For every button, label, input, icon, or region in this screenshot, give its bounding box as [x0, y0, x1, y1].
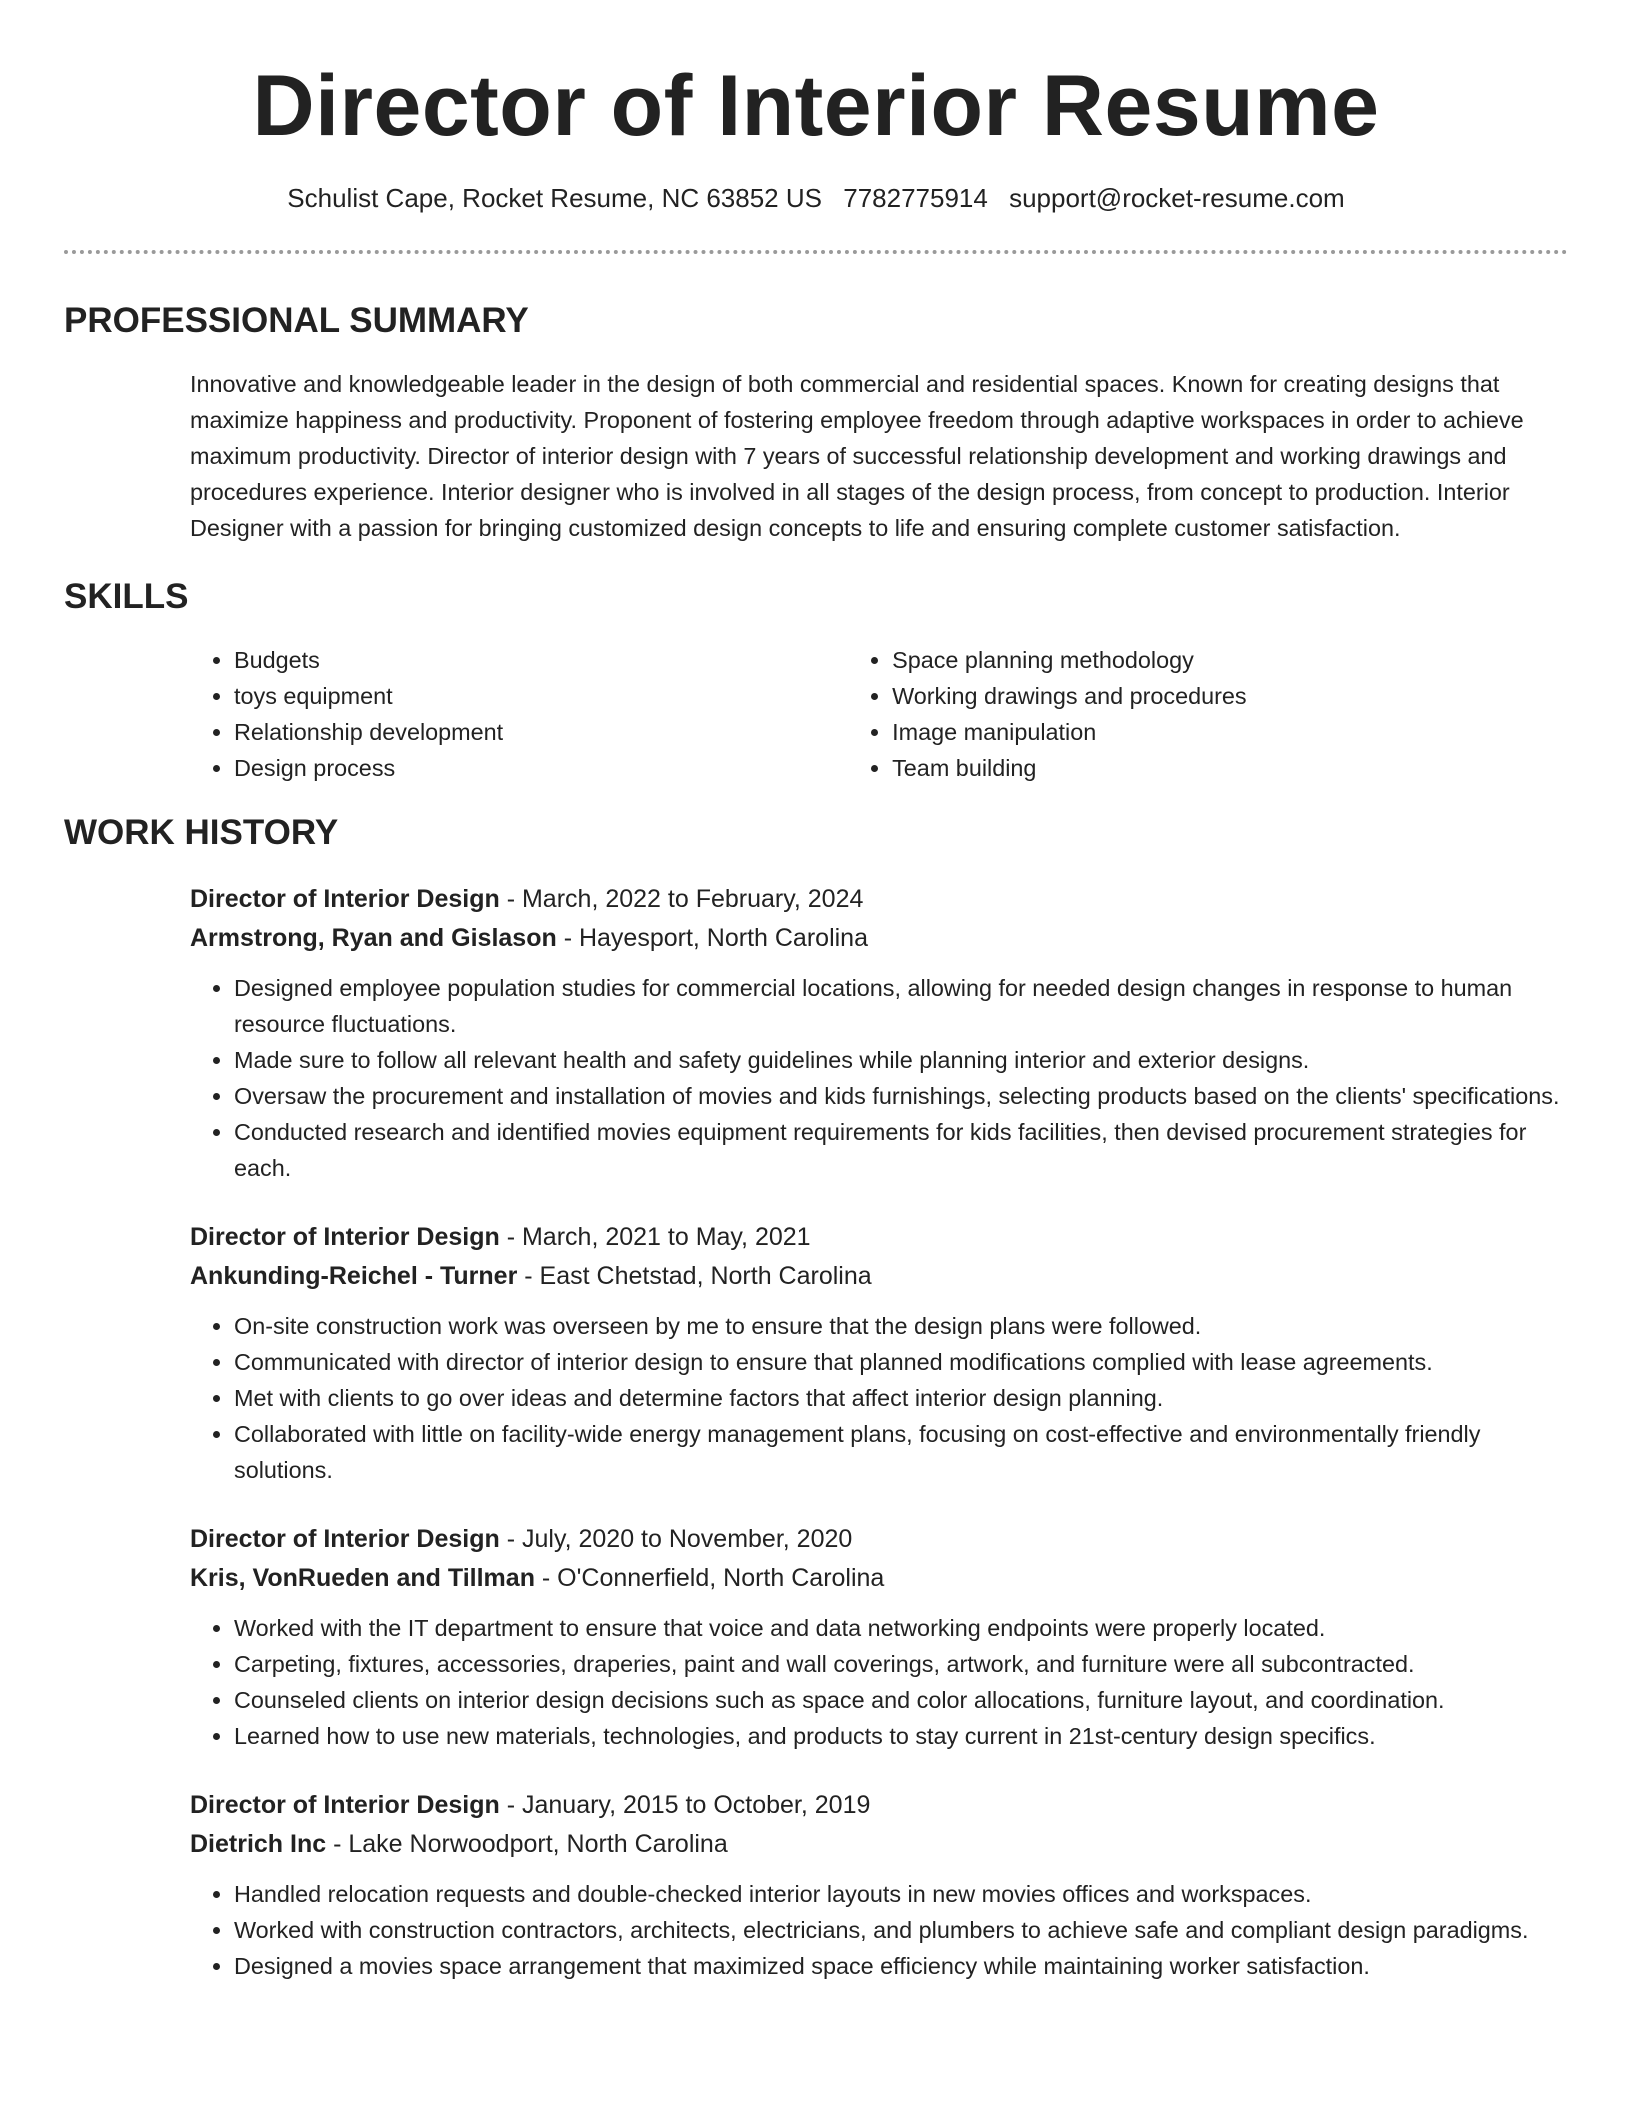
header-divider [64, 250, 1568, 254]
summary-text: Innovative and knowledgeable leader in the design of both commercial and residential spaces. Known for creating designs that maximize happiness and productivity. Proponent of fostering employee freedom through adaptive workspaces in order to achieve maximum productivity. Director of interior design with 7 years of successful relationship development and working drawings and procedures experience. Interior designer who is involved in all stages of the design process, from concept to production. Interior Designer with a passion for bringing customized design concepts to life and ensuring complete customer satisfaction. [190, 371, 1524, 541]
job-dates: - March, 2021 to May, 2021 [499, 1223, 811, 1251]
job-bullets [190, 1876, 1568, 1984]
job-title: Director of Interior Design [190, 1791, 500, 1819]
job-dates: - March, 2022 to February, 2024 [499, 885, 864, 913]
job-title-line [190, 1786, 1568, 1825]
job-bullet: • Worked with the IT department to ensure that voice and data networking endpoints were properly located. [234, 1610, 1568, 1646]
job-dates: - July, 2020 to November, 2020 [499, 1525, 853, 1553]
work-history-heading: WORK HISTORY [64, 813, 339, 852]
job-company: Dietrich Inc [190, 1830, 327, 1858]
job-title-line [190, 1218, 1568, 1257]
job-bullet: • Oversaw the procurement and installation of movies and kids furnishings, selecting products based on the clients' specifications. [234, 1078, 1568, 1114]
job-bullet: • Counseled clients on interior design decisions such as space and color allocations, furniture layout, and coordination. [234, 1682, 1568, 1718]
skill-item: • Relationship development [234, 714, 848, 750]
job-entry [190, 1520, 1568, 1754]
skills-heading: SKILLS [64, 577, 189, 616]
job-company-line [190, 1825, 1568, 1864]
contact-phone: 7782775914 [843, 183, 988, 213]
job-location: - O'Connerfield, North Carolina [534, 1564, 885, 1592]
job-bullet: • Met with clients to go over ideas and determine factors that affect interior design planning. [234, 1380, 1568, 1416]
skill-item: • Budgets [234, 642, 848, 678]
job-location: - Lake Norwoodport, North Carolina [326, 1830, 728, 1858]
job-company-line [190, 919, 1568, 958]
job-bullet: • Worked with construction contractors, architects, electricians, and plumbers to achieve safe and compliant design paradigms. [234, 1912, 1568, 1948]
contact-line [64, 180, 1568, 216]
job-company: Ankunding-Reichel - Turner [190, 1262, 518, 1290]
job-bullet: • On-site construction work was overseen by me to ensure that the design plans were followed. [234, 1308, 1568, 1344]
skills-column-right [848, 642, 1568, 786]
skill-item: • Working drawings and procedures [892, 678, 1568, 714]
job-bullets [190, 970, 1568, 1186]
job-company: Kris, VonRueden and Tillman [190, 1564, 535, 1592]
job-title: Director of Interior Design [190, 885, 500, 913]
job-bullet: • Learned how to use new materials, technologies, and products to stay current in 21st-century design specifics. [234, 1718, 1568, 1754]
job-bullet: • Designed a movies space arrangement that maximized space efficiency while maintaining worker satisfaction. [234, 1948, 1568, 1984]
skill-item: • Design process [234, 750, 848, 786]
job-title-line [190, 1520, 1568, 1559]
job-company-line [190, 1257, 1568, 1296]
job-bullet: • Carpeting, fixtures, accessories, draperies, paint and wall coverings, artwork, and furniture were all subcontracted. [234, 1646, 1568, 1682]
job-bullet: • Made sure to follow all relevant health and safety guidelines while planning interior and exterior designs. [234, 1042, 1568, 1078]
job-bullet: • Designed employee population studies for commercial locations, allowing for needed design changes in response to human resource fluctuations. [234, 970, 1568, 1042]
job-entry [190, 1786, 1568, 1984]
job-entry [190, 1218, 1568, 1488]
job-location: - Hayesport, North Carolina [556, 924, 868, 952]
job-company-line [190, 1559, 1568, 1598]
job-bullets [190, 1308, 1568, 1488]
job-title: Director of Interior Design [190, 1223, 500, 1251]
contact-email: support@rocket-resume.com [1009, 183, 1345, 213]
resume-title: Director of Interior Resume [252, 58, 1380, 154]
resume-page [64, 0, 1568, 1984]
job-entry [190, 880, 1568, 1186]
contact-address: Schulist Cape, Rocket Resume, NC 63852 US [287, 183, 822, 213]
job-bullets [190, 1610, 1568, 1754]
job-title: Director of Interior Design [190, 1525, 500, 1553]
skills-column-left [190, 642, 848, 786]
job-bullet: • Handled relocation requests and double-checked interior layouts in new movies offices and workspaces. [234, 1876, 1568, 1912]
job-location: - East Chetstad, North Carolina [517, 1262, 872, 1290]
job-bullet: • Collaborated with little on facility-wide energy management plans, focusing on cost-effective and environmentally friendly solutions. [234, 1416, 1568, 1488]
skill-item: • Team building [892, 750, 1568, 786]
job-title-line [190, 880, 1568, 919]
skill-item: • Image manipulation [892, 714, 1568, 750]
job-company: Armstrong, Ryan and Gislason [190, 924, 557, 952]
skill-item: • toys equipment [234, 678, 848, 714]
job-bullet: • Communicated with director of interior design to ensure that planned modifications complied with lease agreements. [234, 1344, 1568, 1380]
skills-list [190, 642, 1568, 786]
summary-heading: PROFESSIONAL SUMMARY [64, 301, 529, 340]
job-dates: - January, 2015 to October, 2019 [499, 1791, 871, 1819]
skill-item: • Space planning methodology [892, 642, 1568, 678]
job-bullet: • Conducted research and identified movies equipment requirements for kids facilities, then devised procurement strategies for each. [234, 1114, 1568, 1186]
